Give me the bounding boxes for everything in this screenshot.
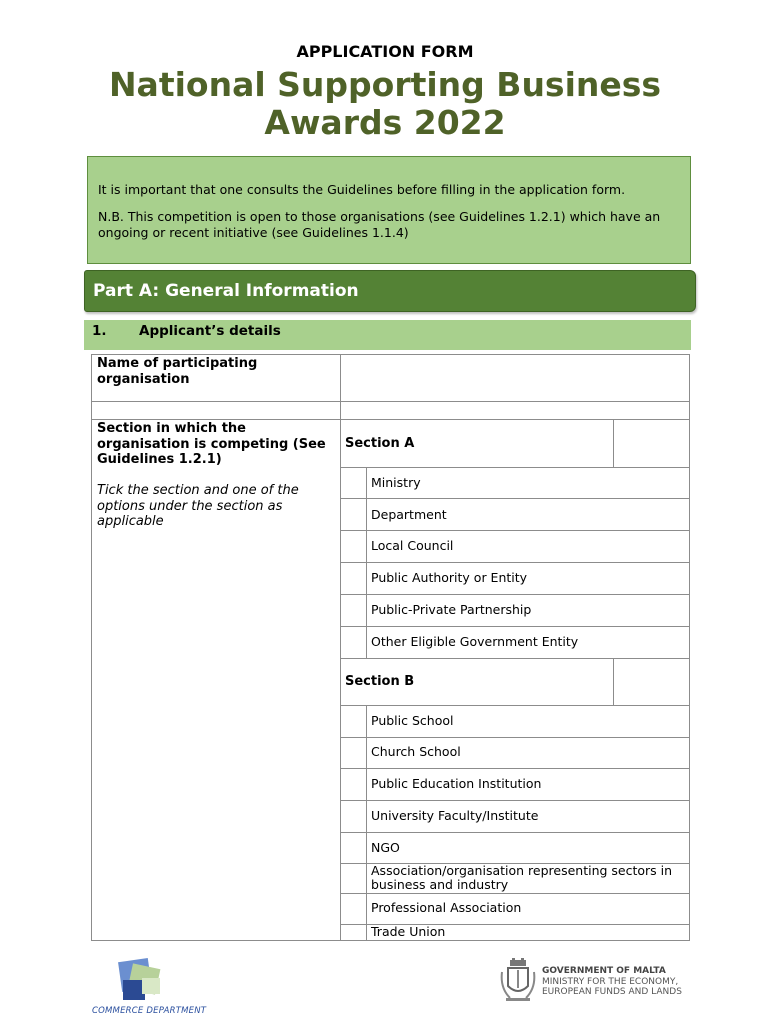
- checkbox-church-school[interactable]: [341, 738, 366, 768]
- org-name-label: Name of participating organisation: [97, 356, 258, 387]
- checkbox-public-education[interactable]: [341, 769, 366, 800]
- row-divider: [340, 705, 690, 706]
- option-public-school: Public School: [371, 713, 454, 728]
- section-b-title: Section B: [345, 674, 415, 689]
- row-divider: [340, 530, 690, 531]
- row-divider: [340, 467, 690, 468]
- section-a-tick-box[interactable]: [614, 420, 689, 467]
- option-university: University Faculty/Institute: [371, 808, 539, 823]
- instruction-text: Tick the section and one of the options under the section as applicable: [97, 483, 299, 529]
- checkbox-public-school[interactable]: [341, 706, 366, 737]
- section-a-title: Section A: [345, 436, 415, 451]
- commerce-department-logo: [90, 956, 210, 1018]
- row-divider: [340, 768, 690, 769]
- option-church-school: Church School: [371, 744, 461, 759]
- row-divider: [340, 594, 690, 595]
- table-border-bottom: [91, 940, 690, 941]
- title-line-2: Awards 2022: [264, 103, 506, 142]
- row-divider: [340, 893, 690, 894]
- checkbox-local-council[interactable]: [341, 531, 366, 562]
- row-divider: [91, 401, 690, 402]
- option-trade-union: Trade Union: [371, 924, 446, 939]
- notice-line-2: N.B. This competition is open to those organisations (see Guidelines 1.2.1) which have an ongoing or recent initiative (see Guidelines 1.1.4): [98, 209, 661, 240]
- option-public-education: Public Education Institution: [371, 776, 542, 791]
- option-local-council: Local Council: [371, 538, 454, 553]
- page-title: [0, 66, 770, 142]
- government-of-malta-logo: [500, 958, 690, 1008]
- malta-line-1: GOVERNMENT OF MALTA: [542, 966, 666, 976]
- row-divider: [340, 800, 690, 801]
- part-a-header: Part A: General Information: [84, 270, 696, 312]
- option-department: Department: [371, 507, 447, 522]
- malta-line-3: EUROPEAN FUNDS AND LANDS: [542, 987, 682, 997]
- row-divider: [340, 562, 690, 563]
- row-divider: [340, 832, 690, 833]
- section-b-checkbox-column: [366, 705, 367, 941]
- option-ministry: Ministry: [371, 475, 421, 490]
- checkbox-other-gov[interactable]: [341, 627, 366, 658]
- checkbox-public-authority[interactable]: [341, 563, 366, 594]
- checkbox-university[interactable]: [341, 801, 366, 832]
- section-label: Section in which the organisation is competing (See Guidelines 1.2.1): [97, 421, 326, 467]
- checkbox-ppp[interactable]: [341, 595, 366, 626]
- row-divider: [340, 498, 690, 499]
- commerce-department-text: COMMERCE DEPARTMENT: [92, 1006, 207, 1016]
- option-professional: Professional Association: [371, 900, 522, 915]
- title-line-1: National Supporting Business: [108, 65, 662, 104]
- checkbox-ngo[interactable]: [341, 833, 366, 863]
- option-association: Association/organisation representing sectors in business and industry: [371, 863, 673, 892]
- malta-coat-of-arms-icon: [500, 958, 536, 1004]
- checkbox-professional[interactable]: [341, 894, 366, 924]
- option-ngo: NGO: [371, 840, 400, 855]
- row-divider: [340, 737, 690, 738]
- checkbox-association[interactable]: [341, 864, 366, 893]
- section-b-tick-box[interactable]: [614, 659, 689, 705]
- org-name-input[interactable]: [341, 355, 689, 401]
- checkbox-trade-union[interactable]: [341, 925, 366, 940]
- commerce-logo-icon: [90, 956, 210, 1006]
- option-ppp: Public-Private Partnership: [371, 602, 532, 617]
- option-other-gov: Other Eligible Government Entity: [371, 634, 579, 649]
- checkbox-department[interactable]: [341, 499, 366, 530]
- malta-line-2: MINISTRY FOR THE ECONOMY,: [542, 976, 679, 987]
- checkbox-ministry[interactable]: [341, 468, 366, 498]
- form-label: APPLICATION FORM: [296, 42, 474, 61]
- section-title: Applicant’s details: [139, 323, 281, 339]
- notice-box: [87, 156, 691, 264]
- row-divider: [91, 419, 690, 420]
- malta-logo-text: [542, 966, 682, 998]
- table-border-right: [689, 354, 690, 941]
- section-number: 1.: [92, 323, 107, 339]
- section-1-bar: [84, 320, 691, 350]
- option-public-authority: Public Authority or Entity: [371, 570, 528, 585]
- table-border-left: [91, 354, 92, 941]
- notice-line-1: It is important that one consults the Guidelines before filling in the application form.: [98, 182, 626, 197]
- row-divider: [340, 626, 690, 627]
